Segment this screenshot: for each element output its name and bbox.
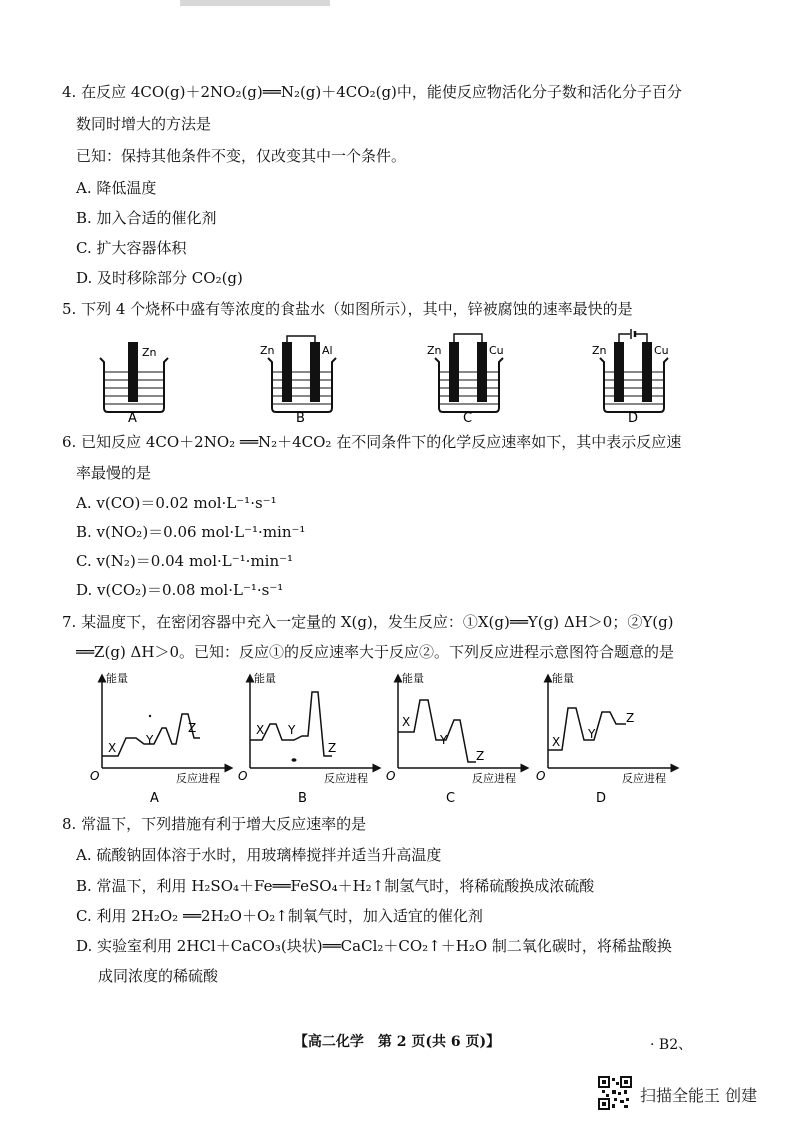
- origin-label: O: [238, 769, 248, 783]
- stray-mark: [292, 758, 297, 762]
- label-y: Y: [588, 727, 596, 741]
- q7-stem-line1: 7. 某温度下，在密闭容器中充入一定量的 X(g)，发生反应：①X(g)══Y(g) ΔH＞0；②Y(g): [62, 613, 674, 631]
- origin-label: O: [536, 769, 546, 783]
- origin-label: O: [386, 769, 396, 783]
- y-axis-label: 能量: [106, 672, 128, 685]
- diagram-letter-a: A: [150, 791, 159, 806]
- origin-label: O: [90, 769, 100, 783]
- label-z: Z: [328, 741, 337, 755]
- y-axis-label: 能量: [552, 672, 574, 685]
- q8-option-b: B. 常温下，利用 H₂SO₄＋Fe══FeSO₄＋H₂↑制氢气时，将稀硫酸换成浓硫酸: [76, 877, 595, 895]
- beaker-a: [100, 342, 168, 424]
- beaker-c: [427, 334, 504, 424]
- energy-diagram-b: [238, 671, 377, 806]
- q6-stem-line1: 6. 已知反应 4CO＋2NO₂ ══N₂＋4CO₂ 在不同条件下的化学反应速率如下，其中表示反应速: [62, 433, 682, 451]
- beaker-c-electrode-left: Zn: [427, 344, 442, 357]
- beaker-b-electrode-left: Zn: [260, 344, 275, 357]
- energy-curve: [398, 700, 476, 762]
- beaker-c-letter: C: [463, 411, 473, 424]
- footer-code: · B2、: [650, 1037, 693, 1053]
- q4-option-d: D. 及时移除部分 CO₂(g): [76, 269, 243, 287]
- beaker-b: [260, 336, 336, 424]
- q5-stem: 5. 下列 4 个烧杯中盛有等浓度的食盐水（如图所示），其中，锌被腐蚀的速率最快的是: [62, 300, 633, 318]
- page-footer: 【高二化学 第 2 页(共 6 页)】: [293, 1034, 501, 1050]
- label-z: Z: [188, 721, 197, 735]
- beaker-b-electrode-right: Al: [322, 344, 333, 357]
- label-y: Y: [440, 733, 448, 747]
- energy-diagram-d: [536, 671, 675, 806]
- stray-mark: [149, 715, 151, 717]
- x-axis-label: 反应进程: [324, 772, 368, 785]
- y-axis-label: 能量: [402, 672, 424, 685]
- q8-stem: 8. 常温下，下列措施有利于增大反应速率的是: [62, 815, 367, 833]
- diagram-letter-b: B: [298, 791, 307, 806]
- beaker-a-letter: A: [128, 411, 137, 424]
- label-y: Y: [288, 723, 296, 737]
- q7-energy-diagrams: [84, 668, 684, 808]
- q6-option-b: B. v(NO₂)＝0.06 mol·L⁻¹·min⁻¹: [76, 523, 306, 541]
- qr-code-icon: [598, 1076, 632, 1110]
- beaker-b-letter: B: [296, 411, 305, 424]
- label-x: X: [256, 723, 265, 737]
- energy-diagram-a: [90, 671, 229, 806]
- x-axis-label: 反应进程: [622, 772, 666, 785]
- diagram-letter-d: D: [596, 791, 607, 806]
- q8-option-a: A. 硫酸钠固体溶于水时，用玻璃棒搅拌并适当升高温度: [76, 846, 442, 864]
- q4-stem-line2: 数同时增大的方法是: [76, 115, 212, 133]
- q4-option-c: C. 扩大容器体积: [76, 239, 187, 257]
- q4-note: 已知：保持其他条件不变，仅改变其中一个条件。: [76, 147, 407, 165]
- q4-option-a: A. 降低温度: [76, 179, 157, 197]
- q8-option-c: C. 利用 2H₂O₂ ══2H₂O＋O₂↑制氧气时，加入适宜的催化剂: [76, 907, 483, 925]
- energy-diagram-c: [386, 671, 525, 806]
- diagram-letter-c: C: [446, 791, 456, 806]
- label-x: X: [402, 715, 411, 729]
- q6-stem-line2: 率最慢的是: [76, 464, 152, 482]
- beaker-d-letter: D: [628, 411, 639, 424]
- q6-option-a: A. v(CO)＝0.02 mol·L⁻¹·s⁻¹: [76, 494, 277, 512]
- y-axis-label: 能量: [254, 672, 276, 685]
- beaker-d: [592, 329, 669, 424]
- top-remnant: [180, 0, 330, 6]
- label-x: X: [108, 741, 117, 755]
- q5-beakers-figure: [90, 328, 710, 424]
- beaker-a-electrode-label: Zn: [142, 346, 157, 359]
- beaker-d-electrode-right: Cu: [654, 344, 669, 357]
- label-y: Y: [146, 733, 154, 747]
- label-x: X: [552, 735, 561, 749]
- x-axis-label: 反应进程: [472, 772, 516, 785]
- q4-option-b: B. 加入合适的催化剂: [76, 209, 217, 227]
- q6-option-d: D. v(CO₂)＝0.08 mol·L⁻¹·s⁻¹: [76, 581, 284, 599]
- q6-option-c: C. v(N₂)＝0.04 mol·L⁻¹·min⁻¹: [76, 552, 294, 570]
- q8-option-d-continued: 成同浓度的稀硫酸: [98, 967, 219, 985]
- q4-stem-line1: 4. 在反应 4CO(g)＋2NO₂(g)══N₂(g)＋4CO₂(g)中，能使反应物活化分子数和活化分子百分: [62, 83, 682, 101]
- beaker-d-electrode-left: Zn: [592, 344, 607, 357]
- x-axis-label: 反应进程: [176, 772, 220, 785]
- beaker-c-electrode-right: Cu: [489, 344, 504, 357]
- q8-option-d: D. 实验室利用 2HCl＋CaCO₃(块状)══CaCl₂＋CO₂↑＋H₂O 制二氧化碳时，将稀盐酸换: [76, 937, 672, 955]
- scanner-watermark: 扫描全能王 创建: [640, 1086, 758, 1105]
- q7-stem-line2: ══Z(g) ΔH＞0。已知：反应①的反应速率大于反应②。下列反应进程示意图符合题意的是: [76, 643, 675, 661]
- label-z: Z: [476, 749, 485, 763]
- label-z: Z: [626, 711, 635, 725]
